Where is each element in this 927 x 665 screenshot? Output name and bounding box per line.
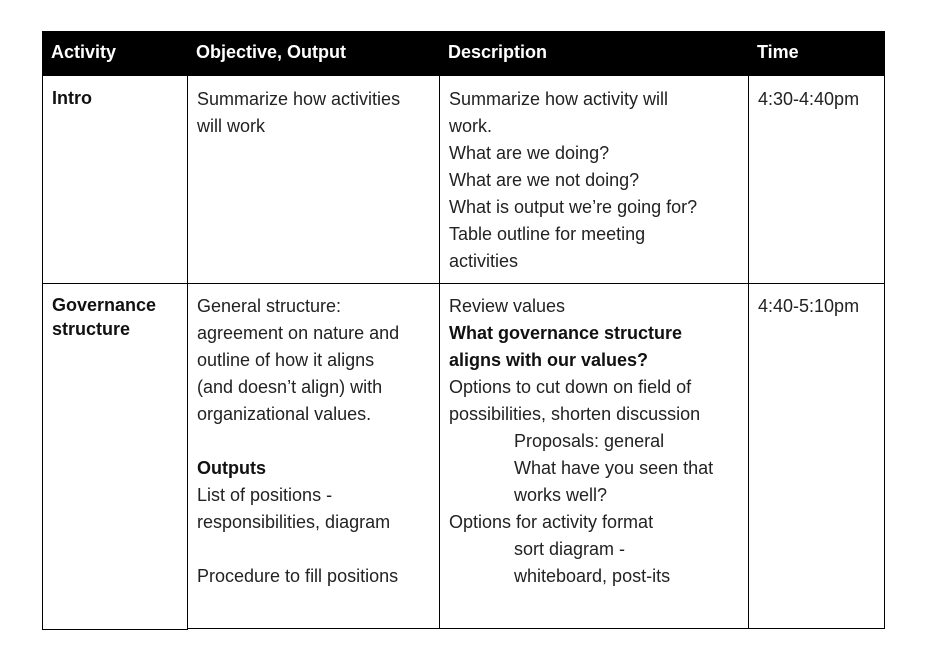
description-line: Options to cut down on field of xyxy=(449,377,692,397)
description-subline: sort diagram - xyxy=(514,539,626,559)
spacer xyxy=(197,428,432,455)
description-subline: What have you seen that xyxy=(514,458,714,478)
objective-line: organizational values. xyxy=(197,404,372,424)
objective-line: Summarize how activities xyxy=(197,89,401,109)
description-line: What are we not doing? xyxy=(449,170,640,190)
time-value: 4:40-5:10pm xyxy=(758,296,860,316)
description-question: What governance structure xyxy=(449,323,683,343)
description-line: What is output we’re going for? xyxy=(449,197,698,217)
outputs-line: List of positions - xyxy=(197,485,333,505)
description-line: work. xyxy=(449,116,493,136)
description-line: Options for activity format xyxy=(449,512,654,532)
description-line: activities xyxy=(449,251,519,271)
header-description: Description xyxy=(448,42,548,62)
header-activity: Activity xyxy=(51,42,117,62)
objective-line: will work xyxy=(197,116,266,136)
objective-cell xyxy=(187,76,440,283)
objective-line: agreement on nature and xyxy=(197,323,400,343)
objective-line: General structure: xyxy=(197,296,342,316)
header-objective-output: Objective, Output xyxy=(196,42,347,62)
outputs-line: responsibilities, diagram xyxy=(197,512,391,532)
activity-cell xyxy=(42,283,188,630)
time-cell xyxy=(748,283,885,629)
description-line: What are we doing? xyxy=(449,143,610,163)
meeting-agenda-table xyxy=(42,31,885,629)
description-line: Summarize how activity will xyxy=(449,89,669,109)
time-cell xyxy=(748,76,885,283)
description-subline: works well? xyxy=(514,485,608,505)
activity-name: structure xyxy=(52,319,131,339)
outputs-heading: Outputs xyxy=(197,458,266,478)
description-cell xyxy=(439,76,749,283)
description-line: Table outline for meeting xyxy=(449,224,646,244)
time-value: 4:30-4:40pm xyxy=(758,89,860,109)
spacer xyxy=(197,536,432,563)
activity-name: Governance xyxy=(52,295,157,315)
description-line: Review values xyxy=(449,296,566,316)
description-subline: whiteboard, post-its xyxy=(514,566,671,586)
objective-line: (and doesn’t align) with xyxy=(197,377,383,397)
description-subline: Proposals: general xyxy=(514,431,665,451)
activity-name: Intro xyxy=(52,88,92,108)
table-row-governance xyxy=(42,283,885,629)
description-line: possibilities, shorten discussion xyxy=(449,404,701,424)
objective-line: outline of how it aligns xyxy=(197,350,375,370)
objective-cell xyxy=(187,283,440,629)
activity-cell xyxy=(42,76,188,283)
table-row-intro xyxy=(42,76,885,284)
header-time: Time xyxy=(757,42,799,62)
table-header-row xyxy=(42,31,885,76)
description-question: aligns with our values? xyxy=(449,350,649,370)
procedure-line: Procedure to fill positions xyxy=(197,566,399,586)
description-cell xyxy=(439,283,749,629)
